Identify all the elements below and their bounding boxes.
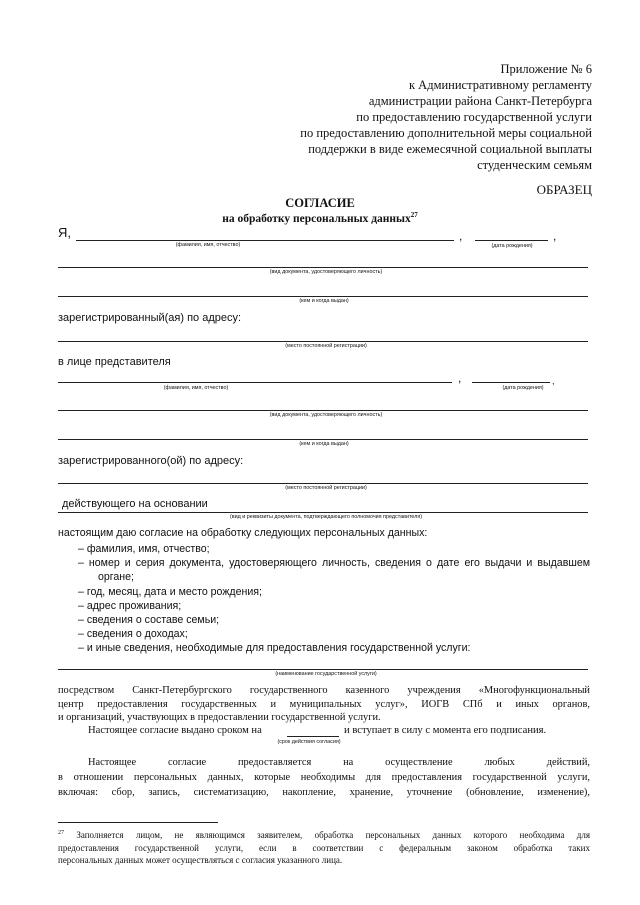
appendix-line: студенческим семьям — [477, 158, 592, 172]
provided-line: в отношении персональных данных, которые необходимы для предоставления государственной услуги, — [58, 772, 590, 783]
residence-caption: (место постоянной регистрации) — [285, 343, 367, 349]
footnote-line-text: Заполняется лицом, не являющимся заявителем, обработка персональных данных которого необходима для — [76, 830, 590, 840]
consent-item: – и иные сведения, необходимые для предоставления государственной услуги: — [78, 642, 471, 654]
basis-caption: (вид и реквизиты документа, подтверждающего полномочия представителя) — [229, 514, 423, 520]
rep-id-document-line[interactable] — [58, 410, 588, 411]
consent-item-cont: органе; — [98, 571, 134, 583]
page-subtitle-text: на обработку персональных данных — [222, 212, 411, 225]
rep-issued-by-line[interactable] — [58, 439, 588, 440]
issued-by-line[interactable] — [58, 296, 588, 297]
fio-caption: (фамилия, имя, отчество) — [175, 242, 241, 248]
page-subtitle — [0, 211, 640, 225]
consent-item: – фамилия, имя, отчество; — [78, 543, 210, 555]
via-line: посредством Санкт-Петербургского государственного казенного учреждения «Многофункциональный — [58, 685, 590, 696]
registered-label: зарегистрированный(ая) по адресу: — [58, 312, 242, 324]
page-title: СОГЛАСИЕ — [285, 196, 355, 210]
rep-dob-line[interactable] — [472, 382, 550, 383]
issued-by-caption: (кем и когда выдан) — [299, 298, 349, 304]
consent-item: – сведения о доходах; — [78, 628, 188, 640]
footnote-mark: 27 — [58, 830, 64, 836]
rep-id-document-caption: (вид документа, удостоверяющего личность) — [269, 412, 383, 418]
residence-line[interactable] — [58, 341, 588, 342]
comma: , — [458, 371, 462, 385]
id-document-line[interactable] — [58, 267, 588, 268]
appendix-line: по предоставлению государственной услуги — [356, 110, 592, 124]
consent-item: – адрес проживания; — [78, 600, 182, 612]
rep-issued-by-caption: (кем и когда выдан) — [299, 441, 349, 447]
rep-residence-line[interactable] — [58, 483, 588, 484]
term-field-line[interactable] — [287, 736, 339, 737]
footnote-line: персональных данных может осуществляться с согласия указанного лица. — [58, 855, 343, 865]
footnote-ref: 27 — [410, 211, 418, 219]
term-after: и вступает в силу с момента его подписания. — [344, 725, 547, 736]
appendix-line: по предоставлению дополнительной меры социальной — [300, 126, 592, 140]
footnote-separator — [58, 822, 218, 823]
consent-item: – номер и серия документа, удостоверяющего личность, сведения о дате его выдачи и выдавшем — [78, 557, 590, 569]
rep-residence-caption: (место постоянной регистрации) — [285, 485, 367, 491]
comma: , — [553, 229, 557, 243]
dob-caption: (дата рождения) — [491, 243, 533, 249]
sample-label: ОБРАЗЕЦ — [536, 182, 592, 197]
provided-paragraph — [58, 755, 590, 800]
basis-line[interactable] — [58, 512, 588, 513]
id-document-caption: (вид документа, удостоверяющего личность) — [269, 269, 383, 275]
ya-label: Я, — [58, 225, 71, 240]
via-line: и организаций, участвующих в предоставлении государственной услуги. — [58, 712, 381, 723]
service-name-caption: (наименование государственной услуги) — [275, 671, 377, 677]
appendix-line: поддержки в виде ежемесячной социальной выплаты — [308, 142, 592, 156]
appendix-line: администрации района Санкт-Петербурга — [368, 94, 592, 108]
via-line: центр предоставления государственных и муниципальных услуг», ИОГВ СПб и иных органов, — [58, 698, 590, 710]
comma: , — [459, 229, 463, 243]
service-name-line[interactable] — [58, 669, 588, 670]
basis-label: действующего на основании — [62, 498, 208, 510]
representative-label: в лице представителя — [58, 356, 171, 368]
term-caption: (срок действия согласия) — [277, 739, 341, 745]
footnote-line: предоставления государственной услуги, если в соответствии с федеральным законом обработка таких — [58, 842, 590, 853]
provided-line: включая: сбор, запись, систематизацию, накопление, хранение, уточнение (обновление, изменение), — [58, 787, 590, 798]
fio-field-line[interactable] — [76, 240, 454, 241]
consent-intro: настоящим даю согласие на обработку следующих персональных данных: — [58, 527, 428, 539]
rep-fio-caption: (фамилия, имя, отчество) — [163, 385, 229, 391]
appendix-number: Приложение № 6 — [500, 62, 592, 76]
rep-dob-caption: (дата рождения) — [502, 385, 544, 391]
rep-registered-label: зарегистрированного(ой) по адресу: — [58, 455, 244, 467]
footnote — [58, 827, 590, 867]
appendix-line: к Административному регламенту — [408, 78, 592, 92]
term-before: Настоящее согласие выдано сроком на — [88, 725, 262, 736]
footnote-line — [58, 827, 590, 842]
consent-item: – сведения о составе семьи; — [78, 614, 220, 626]
rep-fio-line[interactable] — [58, 382, 452, 383]
comma: , — [552, 376, 555, 386]
provided-line: Настоящее согласие предоставляется на осуществление любых действий, — [88, 757, 590, 768]
dob-field-line[interactable] — [475, 240, 548, 241]
consent-item: – год, месяц, дата и место рождения; — [78, 586, 262, 598]
via-paragraph — [58, 684, 590, 725]
